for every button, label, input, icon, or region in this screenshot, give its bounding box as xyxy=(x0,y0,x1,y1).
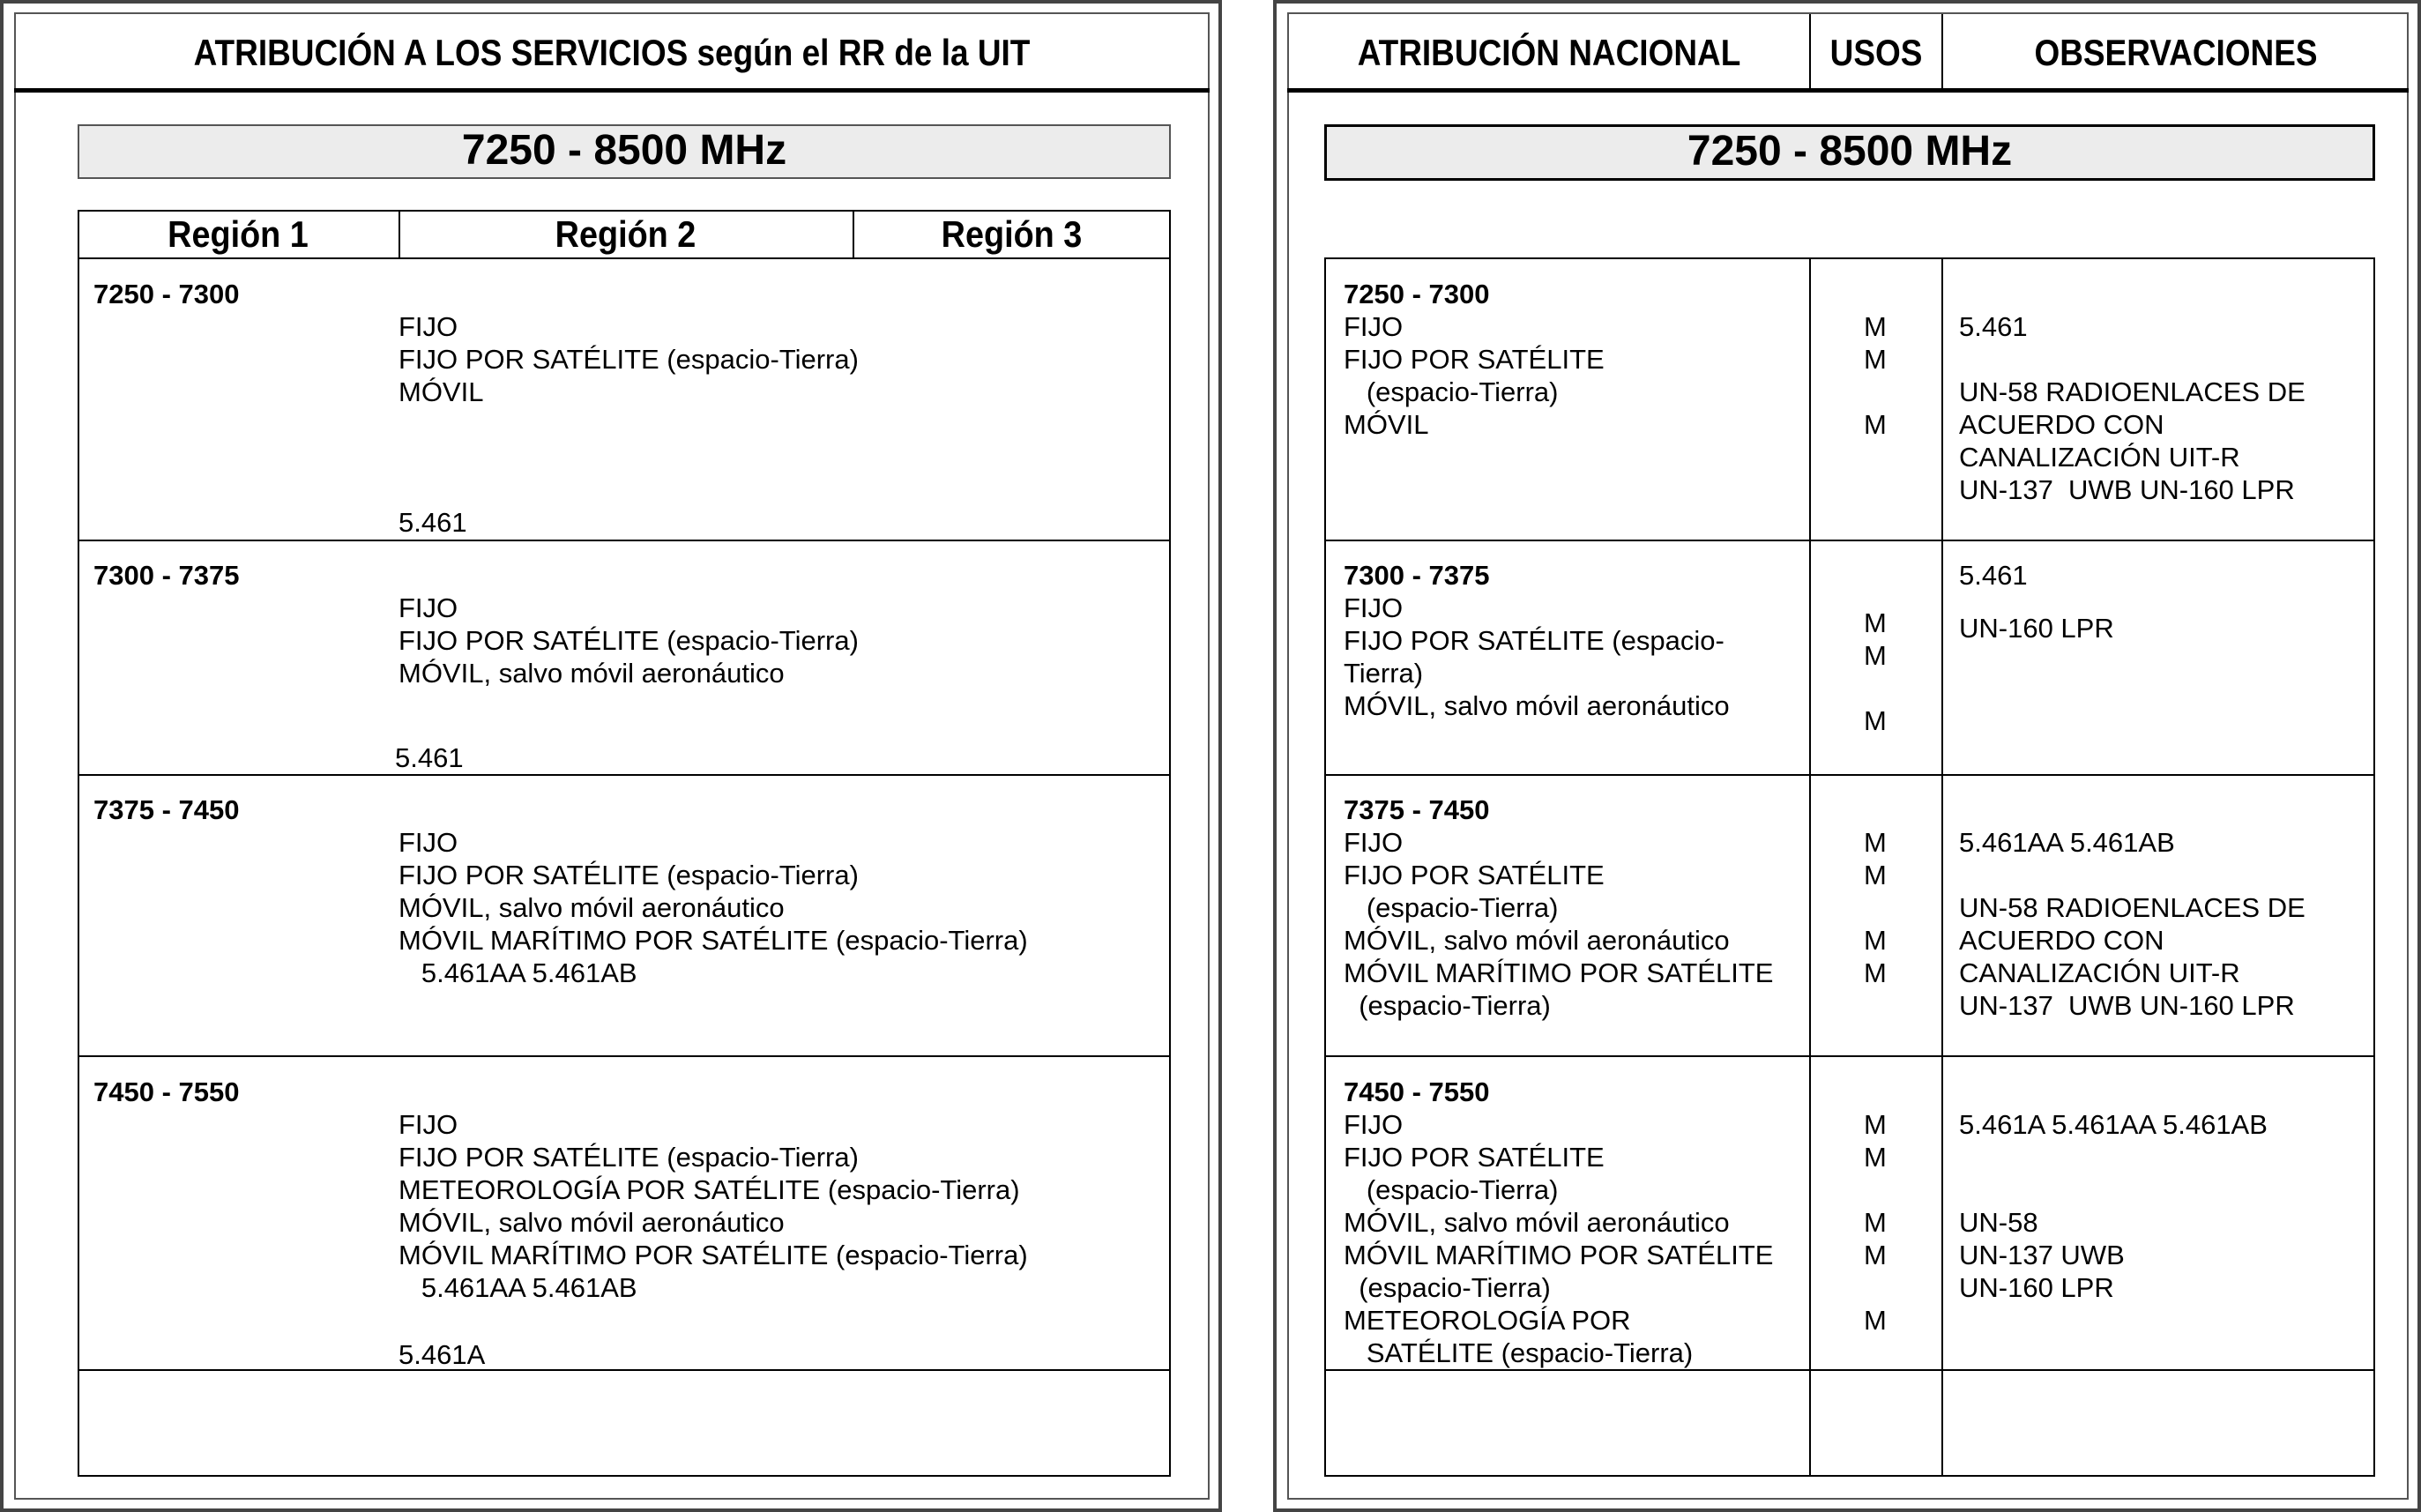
left-block-4-service: MÓVIL, salvo móvil aeronáutico xyxy=(399,1207,785,1238)
right-block-3-obs: 5.461AA 5.461AB xyxy=(1959,827,2175,858)
left-row-rule-1 xyxy=(78,540,1171,541)
right-block-4-uso: M xyxy=(1864,1109,1887,1140)
right-block-4-obs: UN-58 xyxy=(1959,1207,2038,1238)
left-block-2-service: MÓVIL, salvo móvil aeronáutico xyxy=(399,658,785,689)
right-block-2-uso: M xyxy=(1864,640,1887,671)
right-block-4-service: FIJO POR SATÉLITE xyxy=(1344,1142,1605,1173)
region-1-header: Región 1 xyxy=(168,213,309,255)
left-block-2-service: FIJO xyxy=(399,592,458,623)
left-block-1-service: MÓVIL xyxy=(399,376,484,407)
left-row-rule-4 xyxy=(78,1369,1171,1371)
right-block-3-uso: M xyxy=(1864,925,1887,956)
right-block-3-service: FIJO xyxy=(1344,827,1404,858)
right-block-4-service: (espacio-Tierra) xyxy=(1344,1174,1559,1205)
right-block-2-service: FIJO xyxy=(1344,592,1404,623)
region-divider-2 xyxy=(853,210,854,258)
right-block-2-service: FIJO POR SATÉLITE (espacio- xyxy=(1344,625,1724,656)
right-block-4-service: SATÉLITE (espacio-Tierra) xyxy=(1344,1337,1694,1368)
left-block-3-service: FIJO xyxy=(399,827,458,858)
right-block-1-range: 7250 - 7300 xyxy=(1344,279,1490,309)
right-block-3-service: (espacio-Tierra) xyxy=(1344,892,1559,923)
left-block-4-service: FIJO POR SATÉLITE (espacio-Tierra) xyxy=(399,1142,859,1173)
left-band-header: 7250 - 8500 MHz xyxy=(78,124,1171,179)
right-block-4-service: MÓVIL, salvo móvil aeronáutico xyxy=(1344,1207,1730,1238)
right-block-4-obs: 5.461A 5.461AA 5.461AB xyxy=(1959,1109,2268,1140)
right-block-1-service: FIJO xyxy=(1344,311,1404,342)
left-block-4-service: MÓVIL MARÍTIMO POR SATÉLITE (espacio-Tierra) xyxy=(399,1240,1028,1270)
right-block-3-uso: M xyxy=(1864,957,1887,988)
left-block-2-footnote: 5.461 xyxy=(395,742,464,773)
right-block-3-uso: M xyxy=(1864,827,1887,858)
left-block-4-service: FIJO xyxy=(399,1109,458,1140)
header-atribucion-nacional: ATRIBUCIÓN NACIONAL xyxy=(1357,32,1741,73)
right-block-2-obs: UN-160 LPR xyxy=(1959,613,2114,644)
right-block-1-obs: ACUERDO CON xyxy=(1959,409,2164,440)
right-block-1-uso: M xyxy=(1864,344,1887,375)
right-block-3-range: 7375 - 7450 xyxy=(1344,794,1490,825)
right-block-2-uso: M xyxy=(1864,705,1887,736)
left-block-4-service: METEOROLOGÍA POR SATÉLITE (espacio-Tierra) xyxy=(399,1174,1020,1205)
right-row-rule-2 xyxy=(1324,774,2375,776)
left-block-1-range: 7250 - 7300 xyxy=(93,279,240,309)
left-row-rule-2 xyxy=(78,774,1171,776)
right-block-1-obs: UN-137 UWB UN-160 LPR xyxy=(1959,474,2295,505)
right-block-4-obs: UN-160 LPR xyxy=(1959,1272,2114,1303)
header-observaciones: OBSERVACIONES xyxy=(2034,32,2318,73)
left-row-rule-3 xyxy=(78,1055,1171,1057)
left-block-4-range: 7450 - 7550 xyxy=(93,1076,240,1107)
right-block-3-service: (espacio-Tierra) xyxy=(1344,990,1551,1021)
right-block-4-range: 7450 - 7550 xyxy=(1344,1076,1490,1107)
right-block-1-obs: UN-58 RADIOENLACES DE xyxy=(1959,376,2306,407)
left-title-rule xyxy=(14,88,1210,93)
right-block-1-service: FIJO POR SATÉLITE xyxy=(1344,344,1605,375)
right-block-3-obs: CANALIZACIÓN UIT-R xyxy=(1959,957,2240,988)
right-block-4-service: MÓVIL MARÍTIMO POR SATÉLITE xyxy=(1344,1240,1774,1270)
region-header-rule xyxy=(78,257,1171,259)
right-block-3-uso: M xyxy=(1864,860,1887,890)
right-col-divider-2 xyxy=(1941,257,1943,1477)
region-2-header: Región 2 xyxy=(555,213,697,255)
left-block-1-service: FIJO POR SATÉLITE (espacio-Tierra) xyxy=(399,344,859,375)
left-page-title: ATRIBUCIÓN A LOS SERVICIOS según el RR de la UIT xyxy=(193,32,1031,73)
right-block-4-uso: M xyxy=(1864,1305,1887,1336)
right-block-4-service: METEOROLOGÍA POR xyxy=(1344,1305,1631,1336)
right-block-1-obs: CANALIZACIÓN UIT-R xyxy=(1959,442,2240,473)
right-block-1-uso: M xyxy=(1864,311,1887,342)
header-usos: USOS xyxy=(1829,32,1923,73)
right-block-4-uso: M xyxy=(1864,1207,1887,1238)
right-block-1-obs: 5.461 xyxy=(1959,311,2028,342)
right-block-1-uso: M xyxy=(1864,409,1887,440)
right-row-rule-4 xyxy=(1324,1369,2375,1371)
right-block-3-service: MÓVIL MARÍTIMO POR SATÉLITE xyxy=(1344,957,1774,988)
right-block-1-service: MÓVIL xyxy=(1344,409,1429,440)
region-divider-1 xyxy=(399,210,400,258)
left-block-2-range: 7300 - 7375 xyxy=(93,560,240,591)
right-block-3-service: FIJO POR SATÉLITE xyxy=(1344,860,1605,890)
left-block-4-service: 5.461AA 5.461AB xyxy=(399,1272,637,1303)
right-block-2-obs: 5.461 xyxy=(1959,560,2028,591)
right-block-3-obs: UN-58 RADIOENLACES DE xyxy=(1959,892,2306,923)
right-block-2-service: Tierra) xyxy=(1344,658,1424,689)
left-block-1-service: FIJO xyxy=(399,311,458,342)
left-block-1-footnote: 5.461 xyxy=(399,507,467,538)
right-block-4-uso: M xyxy=(1864,1142,1887,1173)
right-block-4-service: FIJO xyxy=(1344,1109,1404,1140)
right-block-2-service: MÓVIL, salvo móvil aeronáutico xyxy=(1344,690,1730,721)
right-row-rule-1 xyxy=(1324,540,2375,541)
left-block-2-service: FIJO POR SATÉLITE (espacio-Tierra) xyxy=(399,625,859,656)
right-band-header: 7250 - 8500 MHz xyxy=(1324,124,2375,181)
left-block-3-service: MÓVIL, salvo móvil aeronáutico xyxy=(399,892,785,923)
right-block-3-obs: ACUERDO CON xyxy=(1959,925,2164,956)
left-block-4-footnote: 5.461A xyxy=(399,1339,486,1370)
right-block-3-service: MÓVIL, salvo móvil aeronáutico xyxy=(1344,925,1730,956)
right-block-2-uso: M xyxy=(1864,607,1887,638)
right-block-4-obs: UN-137 UWB xyxy=(1959,1240,2125,1270)
right-title-rule xyxy=(1287,88,2409,93)
right-block-3-obs: UN-137 UWB UN-160 LPR xyxy=(1959,990,2295,1021)
right-header-divider-2 xyxy=(1941,14,1943,90)
right-col-divider-1 xyxy=(1809,257,1811,1477)
right-block-1-service: (espacio-Tierra) xyxy=(1344,376,1559,407)
left-block-3-service: MÓVIL MARÍTIMO POR SATÉLITE (espacio-Tierra) xyxy=(399,925,1028,956)
left-block-3-service: FIJO POR SATÉLITE (espacio-Tierra) xyxy=(399,860,859,890)
right-row-rule-3 xyxy=(1324,1055,2375,1057)
right-block-4-uso: M xyxy=(1864,1240,1887,1270)
right-header-divider-1 xyxy=(1809,14,1811,90)
right-block-4-service: (espacio-Tierra) xyxy=(1344,1272,1551,1303)
region-3-header: Región 3 xyxy=(941,213,1083,255)
left-block-3-service: 5.461AA 5.461AB xyxy=(399,957,637,988)
right-block-2-range: 7300 - 7375 xyxy=(1344,560,1490,591)
left-block-3-range: 7375 - 7450 xyxy=(93,794,240,825)
